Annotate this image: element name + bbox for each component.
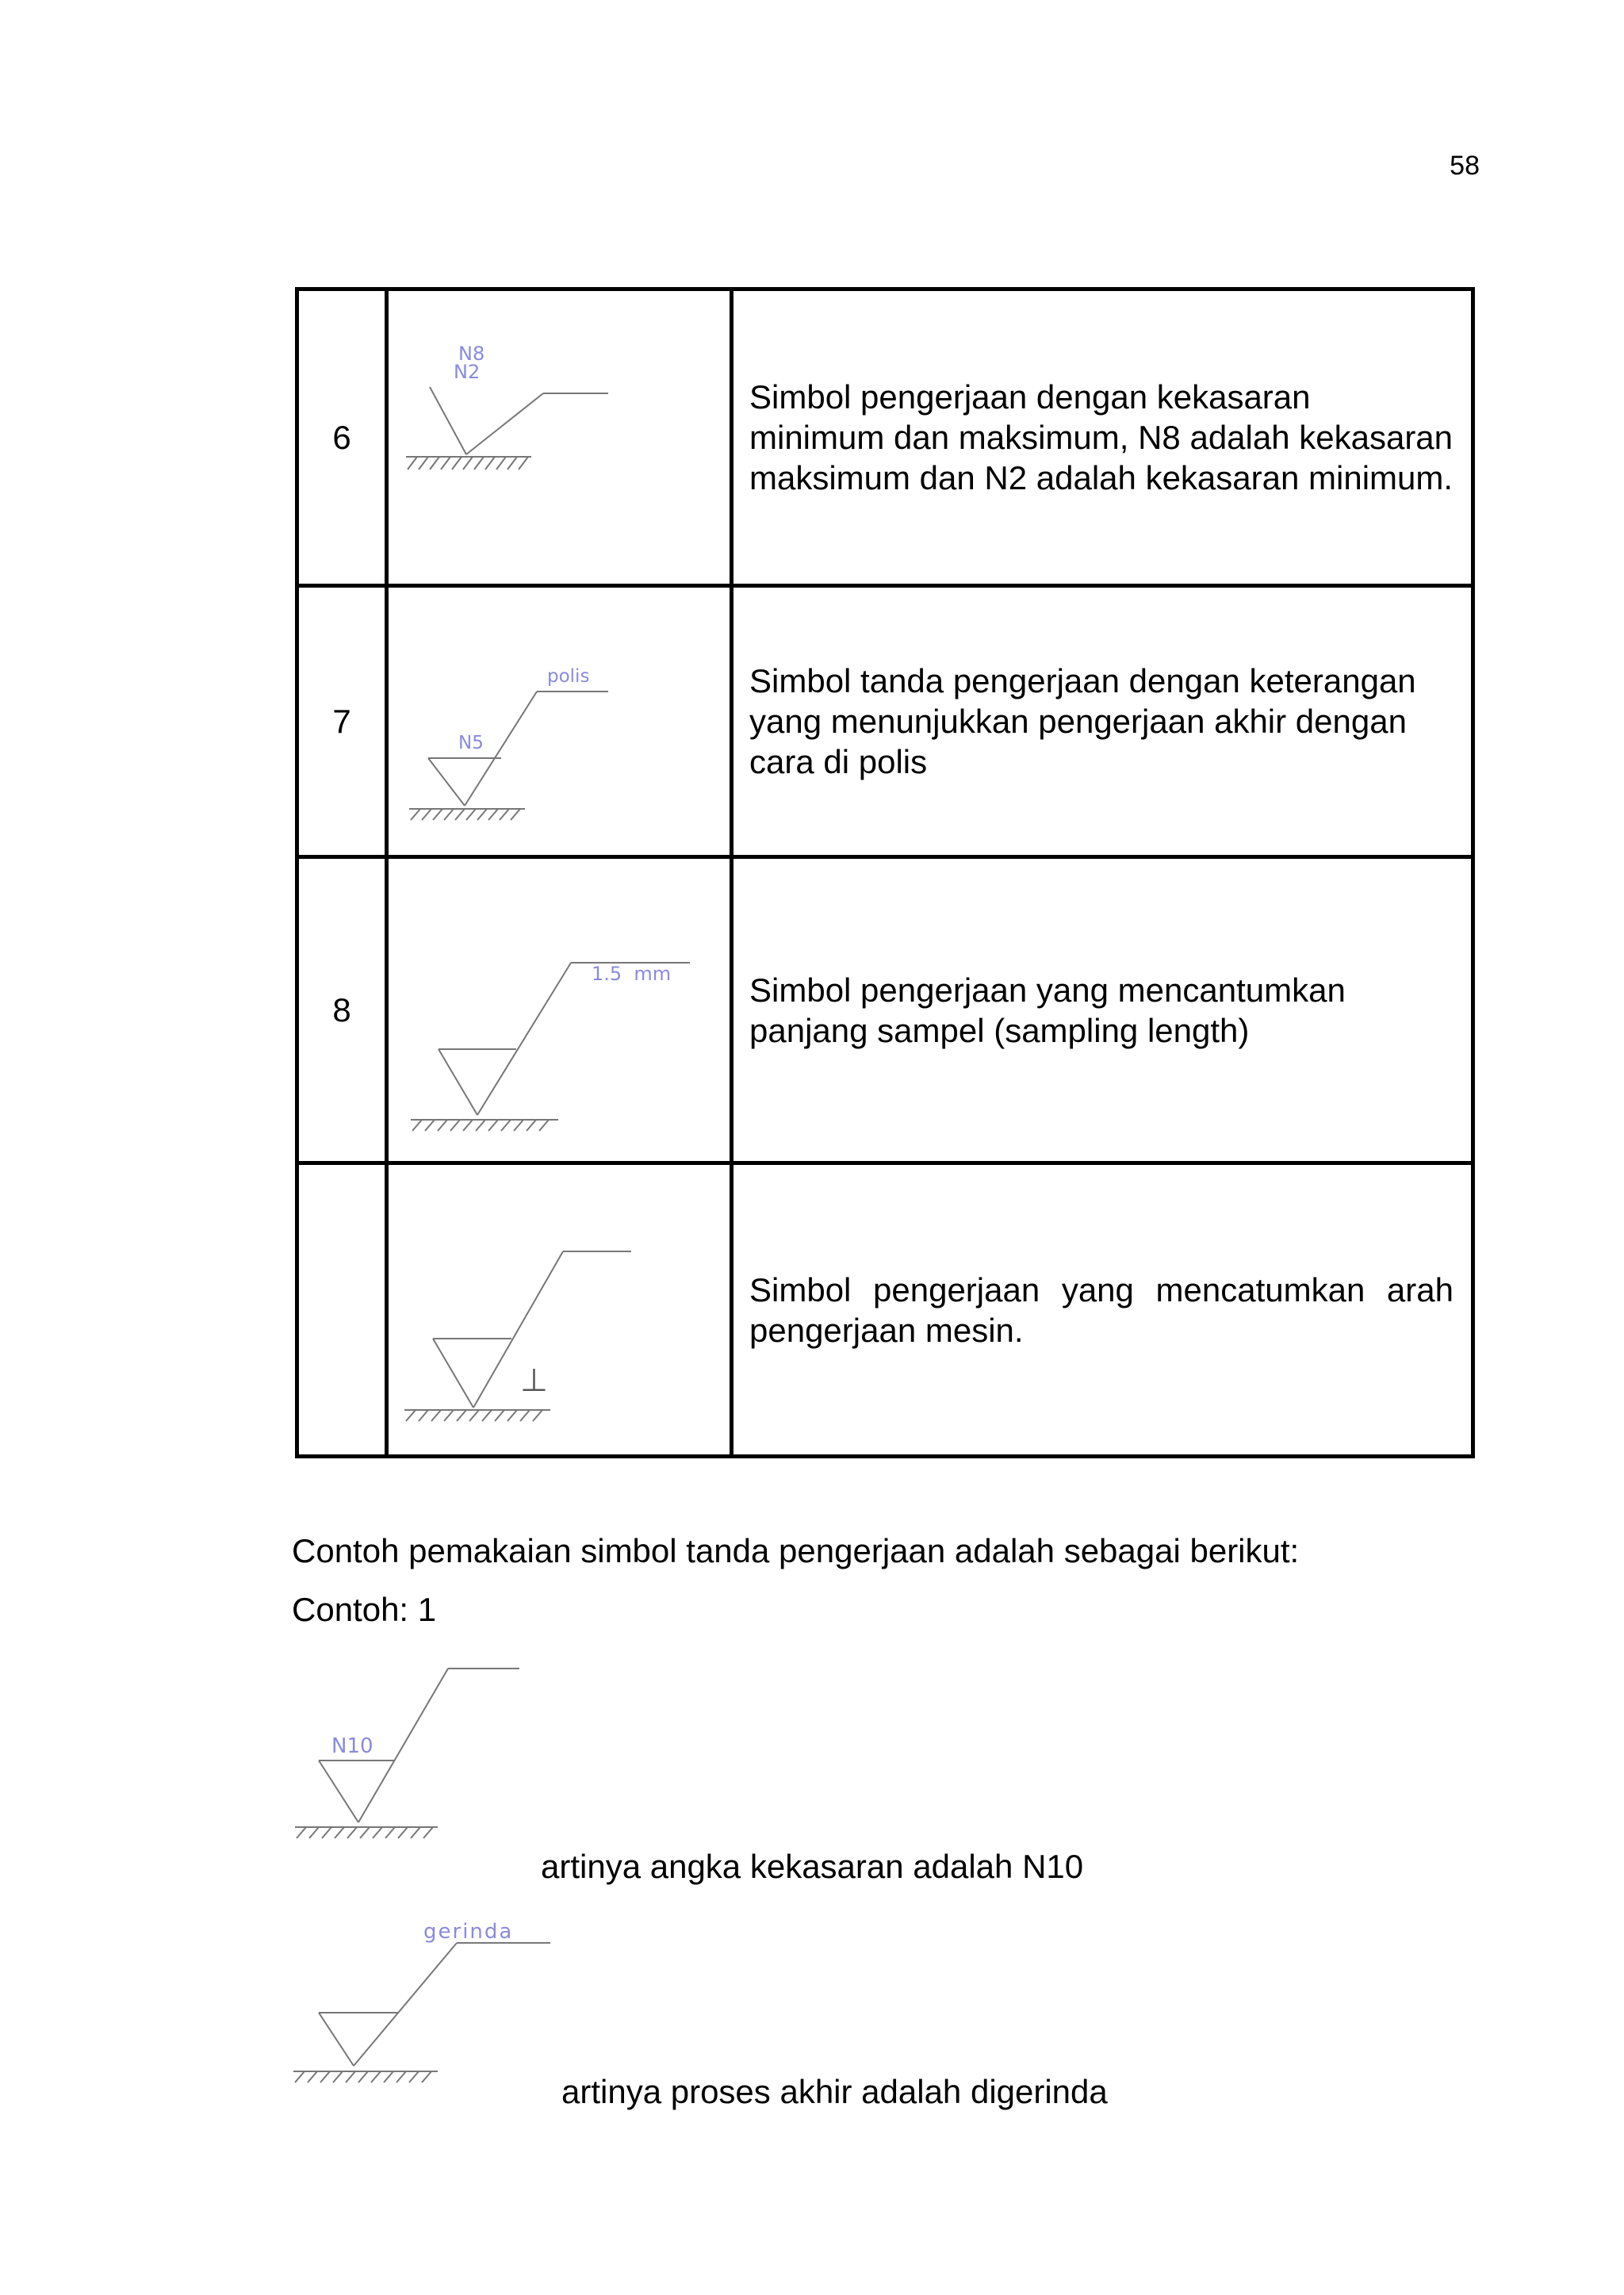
roughness-symbol-icon (389, 590, 730, 853)
roughness-symbol-icon (285, 1665, 539, 1856)
row-description: Simbol tanda pengerjaan dengan keterangan yang menunjukkan pengerjaan akhir dengan cara di polis (732, 586, 1473, 857)
example-caption: artinya angka kekasaran adalah N10 (541, 1848, 1084, 1885)
roughness-symbol-icon (389, 1167, 730, 1453)
table-row (297, 289, 1473, 586)
row-description: Simbol pengerjaan yang mencantumkan panjang sampel (sampling length) (732, 857, 1473, 1163)
roughness-symbol-icon (285, 1911, 571, 2094)
hatching-icon (411, 809, 520, 820)
symbol-label: gerinda (423, 1920, 514, 1944)
hatching-icon (295, 2071, 431, 2082)
row-number (297, 1163, 387, 1457)
symbol-figure-cell (387, 289, 732, 586)
symbol-label: polis (547, 665, 590, 687)
row-number: 8 (297, 857, 387, 1163)
symbol-label: N10 (331, 1734, 373, 1758)
roughness-symbol-icon (389, 861, 730, 1159)
roughness-symbol-icon (389, 293, 730, 582)
symbol-label: N5 (458, 732, 484, 753)
hatching-icon (408, 457, 528, 469)
hatching-icon (406, 1410, 542, 1421)
symbol-label: 1.5 mm (592, 962, 672, 985)
row-description: Simbol pengerjaan yang mencatumkan arah pengerjaan mesin. (732, 1163, 1473, 1457)
table-row (297, 1163, 1473, 1457)
row-number: 7 (297, 586, 387, 857)
intro-text: Contoh pemakaian simbol tanda pengerjaan adalah sebagai berikut: (292, 1532, 1300, 1569)
row-description: Simbol pengerjaan dengan kekasaran minimum dan maksimum, N8 adalah kekasaran maksimum dan N2 adalah kekasaran minimum. (732, 289, 1473, 586)
symbol-label: N2 (454, 360, 481, 383)
page-number: 58 (1450, 151, 1480, 181)
symbol-label: N8 (458, 342, 485, 365)
hatching-icon (297, 1827, 433, 1838)
symbol-figure-cell (387, 586, 732, 857)
table-row (297, 857, 1473, 1163)
example-caption: artinya proses akhir adalah digerinda (561, 2073, 1108, 2110)
symbol-figure-cell (387, 857, 732, 1163)
table-row (297, 586, 1473, 857)
symbol-figure-cell (387, 1163, 732, 1457)
row-number: 6 (297, 289, 387, 586)
symbol-table (295, 287, 1475, 1458)
hatching-icon (412, 1120, 549, 1131)
example-heading: Contoh: 1 (292, 1591, 437, 1628)
perpendicular-direction-icon: ⊥ (520, 1362, 548, 1399)
